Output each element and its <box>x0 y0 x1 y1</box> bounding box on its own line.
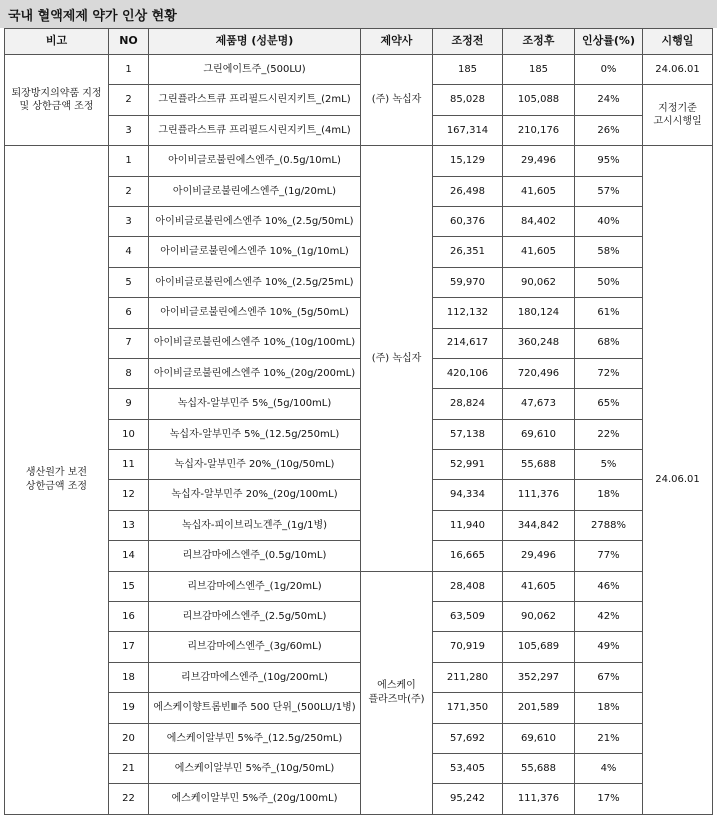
row-product: 아이비글로불린에스엔주 10%_(20g/200mL) <box>149 358 361 388</box>
row-rate: 49% <box>575 632 643 662</box>
row-no: 5 <box>109 267 149 297</box>
row-product: 그린에이트주_(500LU) <box>149 55 361 85</box>
row-rate: 46% <box>575 571 643 601</box>
row-after: 720,496 <box>503 358 575 388</box>
row-product: 아이비글로불린에스엔주_(0.5g/10mL) <box>149 146 361 176</box>
group2-maker-b <box>361 571 433 814</box>
row-rate: 40% <box>575 206 643 236</box>
row-before: 112,132 <box>433 298 503 328</box>
header-no: NO <box>109 29 149 55</box>
table-row <box>5 602 713 632</box>
table-row <box>5 146 713 176</box>
row-product: 아이비글로불린에스엔주 10%_(2.5g/25mL) <box>149 267 361 297</box>
group2-note-line2: 상한금액 조정 <box>25 480 88 492</box>
row-before: 171,350 <box>433 693 503 723</box>
row-after: 185 <box>503 55 575 85</box>
group1-date-rest-line2: 고시시행일 <box>653 116 702 128</box>
group2-maker-b-line1: 에스케이 <box>377 680 416 692</box>
group1-date-rest-line1: 지정기준 <box>658 102 697 114</box>
row-after: 111,376 <box>503 480 575 510</box>
row-rate: 72% <box>575 358 643 388</box>
row-no: 19 <box>109 693 149 723</box>
row-after: 69,610 <box>503 419 575 449</box>
group1-note-line2: 및 상한금액 조정 <box>19 101 94 113</box>
row-after: 180,124 <box>503 298 575 328</box>
table-row <box>5 723 713 753</box>
table-row <box>5 662 713 692</box>
row-no: 15 <box>109 571 149 601</box>
row-after: 29,496 <box>503 541 575 571</box>
row-no: 8 <box>109 358 149 388</box>
table-row <box>5 450 713 480</box>
table-body <box>5 55 713 815</box>
row-product: 리브감마에스엔주_(3g/60mL) <box>149 632 361 662</box>
table-row <box>5 541 713 571</box>
row-rate: 4% <box>575 753 643 783</box>
row-product: 에스케이알부민 5%주_(12.5g/250mL) <box>149 723 361 753</box>
row-product: 녹십자-알부민주 20%_(10g/50mL) <box>149 450 361 480</box>
group2-date: 24.06.01 <box>643 146 713 815</box>
row-after: 55,688 <box>503 450 575 480</box>
row-after: 69,610 <box>503 723 575 753</box>
table-row <box>5 419 713 449</box>
row-product: 녹십자-알부민주 5%_(12.5g/250mL) <box>149 419 361 449</box>
row-product: 아이비글로불린에스엔주 10%_(10g/100mL) <box>149 328 361 358</box>
row-product: 리브감마에스엔주_(0.5g/10mL) <box>149 541 361 571</box>
row-before: 59,970 <box>433 267 503 297</box>
row-product: 에스케이향트롬빈Ⅲ주 500 단위_(500LU/1병) <box>149 693 361 723</box>
header-before: 조정전 <box>433 29 503 55</box>
row-after: 84,402 <box>503 206 575 236</box>
row-before: 11,940 <box>433 510 503 540</box>
row-product: 에스케이알부민 5%주_(10g/50mL) <box>149 753 361 783</box>
row-product: 녹십자-피이브리노겐주_(1g/1병) <box>149 510 361 540</box>
table-row <box>5 267 713 297</box>
row-after: 201,589 <box>503 693 575 723</box>
table-row <box>5 480 713 510</box>
row-no: 10 <box>109 419 149 449</box>
row-no: 13 <box>109 510 149 540</box>
row-no: 7 <box>109 328 149 358</box>
table-row <box>5 632 713 662</box>
row-rate: 2788% <box>575 510 643 540</box>
row-rate: 42% <box>575 602 643 632</box>
row-rate: 0% <box>575 55 643 85</box>
table-row <box>5 85 713 115</box>
row-rate: 67% <box>575 662 643 692</box>
table-row <box>5 693 713 723</box>
row-before: 185 <box>433 55 503 85</box>
table-row <box>5 115 713 145</box>
row-rate: 26% <box>575 115 643 145</box>
header-date: 시행일 <box>643 29 713 55</box>
row-after: 360,248 <box>503 328 575 358</box>
table-row <box>5 784 713 814</box>
table-row <box>5 55 713 85</box>
row-product: 녹십자-알부민주 20%_(20g/100mL) <box>149 480 361 510</box>
row-no: 18 <box>109 662 149 692</box>
group1-note <box>5 55 109 146</box>
row-after: 344,842 <box>503 510 575 540</box>
table-row <box>5 389 713 419</box>
row-after: 55,688 <box>503 753 575 783</box>
row-rate: 22% <box>575 419 643 449</box>
row-rate: 57% <box>575 176 643 206</box>
row-product: 에스케이알부민 5%주_(20g/100mL) <box>149 784 361 814</box>
row-rate: 61% <box>575 298 643 328</box>
row-before: 52,991 <box>433 450 503 480</box>
row-rate: 17% <box>575 784 643 814</box>
row-rate: 77% <box>575 541 643 571</box>
table-row <box>5 298 713 328</box>
row-after: 210,176 <box>503 115 575 145</box>
row-rate: 58% <box>575 237 643 267</box>
row-before: 211,280 <box>433 662 503 692</box>
table-row <box>5 206 713 236</box>
row-product: 리브감마에스엔주_(10g/200mL) <box>149 662 361 692</box>
row-after: 41,605 <box>503 176 575 206</box>
row-no: 17 <box>109 632 149 662</box>
row-product: 아이비글로불린에스엔주 10%_(1g/10mL) <box>149 237 361 267</box>
row-before: 94,334 <box>433 480 503 510</box>
row-rate: 65% <box>575 389 643 419</box>
row-product: 녹십자-알부민주 5%_(5g/100mL) <box>149 389 361 419</box>
row-no: 2 <box>109 176 149 206</box>
group1-date-rest <box>643 85 713 146</box>
row-after: 352,297 <box>503 662 575 692</box>
row-after: 47,673 <box>503 389 575 419</box>
row-product: 아이비글로불린에스엔주_(1g/20mL) <box>149 176 361 206</box>
row-before: 214,617 <box>433 328 503 358</box>
row-rate: 95% <box>575 146 643 176</box>
row-no: 16 <box>109 602 149 632</box>
row-after: 111,376 <box>503 784 575 814</box>
row-no: 3 <box>109 206 149 236</box>
table-title: 국내 혈액제제 약가 인상 현황 <box>0 0 717 28</box>
group1-date: 24.06.01 <box>643 55 713 85</box>
group2-maker-b-line2: 플라즈마(주) <box>368 693 425 705</box>
group2-note-line1: 생산원가 보전 <box>25 467 88 479</box>
group2-maker-a: (주) 녹십자 <box>361 146 433 571</box>
row-no: 1 <box>109 146 149 176</box>
row-rate: 18% <box>575 480 643 510</box>
row-no: 3 <box>109 115 149 145</box>
row-before: 26,351 <box>433 237 503 267</box>
row-no: 4 <box>109 237 149 267</box>
row-rate: 24% <box>575 85 643 115</box>
row-before: 26,498 <box>433 176 503 206</box>
table-row <box>5 358 713 388</box>
row-after: 29,496 <box>503 146 575 176</box>
row-product: 아이비글로불린에스엔주 10%_(5g/50mL) <box>149 298 361 328</box>
row-before: 60,376 <box>433 206 503 236</box>
row-before: 28,408 <box>433 571 503 601</box>
row-before: 95,242 <box>433 784 503 814</box>
row-no: 14 <box>109 541 149 571</box>
group2-note <box>5 146 109 815</box>
row-before: 53,405 <box>433 753 503 783</box>
row-before: 70,919 <box>433 632 503 662</box>
row-before: 57,692 <box>433 723 503 753</box>
row-no: 20 <box>109 723 149 753</box>
row-no: 6 <box>109 298 149 328</box>
row-no: 12 <box>109 480 149 510</box>
row-rate: 21% <box>575 723 643 753</box>
row-before: 28,824 <box>433 389 503 419</box>
table-row <box>5 328 713 358</box>
price-table <box>4 28 713 815</box>
row-product: 리브감마에스엔주_(1g/20mL) <box>149 571 361 601</box>
row-after: 41,605 <box>503 571 575 601</box>
group1-maker: (주) 녹십자 <box>361 55 433 146</box>
header-rate: 인상률(%) <box>575 29 643 55</box>
table-row <box>5 753 713 783</box>
row-no: 21 <box>109 753 149 783</box>
table-row <box>5 176 713 206</box>
row-before: 57,138 <box>433 419 503 449</box>
row-product: 그린플라스트큐 프리필드시린지키트_(2mL) <box>149 85 361 115</box>
row-rate: 18% <box>575 693 643 723</box>
row-before: 85,028 <box>433 85 503 115</box>
header-product: 제품명 (성분명) <box>149 29 361 55</box>
row-before: 420,106 <box>433 358 503 388</box>
row-no: 1 <box>109 55 149 85</box>
row-rate: 5% <box>575 450 643 480</box>
group1-note-line1: 퇴장방지의약품 지정 <box>11 87 102 99</box>
row-product: 그린플라스트큐 프리필드시린지키트_(4mL) <box>149 115 361 145</box>
row-before: 63,509 <box>433 602 503 632</box>
table-row <box>5 571 713 601</box>
row-product: 아이비글로불린에스엔주 10%_(2.5g/50mL) <box>149 206 361 236</box>
row-no: 2 <box>109 85 149 115</box>
row-no: 22 <box>109 784 149 814</box>
row-rate: 50% <box>575 267 643 297</box>
header-after: 조정후 <box>503 29 575 55</box>
row-after: 90,062 <box>503 602 575 632</box>
header-note: 비고 <box>5 29 109 55</box>
row-rate: 68% <box>575 328 643 358</box>
row-no: 11 <box>109 450 149 480</box>
row-before: 16,665 <box>433 541 503 571</box>
row-after: 41,605 <box>503 237 575 267</box>
table-row <box>5 237 713 267</box>
row-product: 리브감마에스엔주_(2.5g/50mL) <box>149 602 361 632</box>
table-row <box>5 510 713 540</box>
row-after: 90,062 <box>503 267 575 297</box>
row-after: 105,689 <box>503 632 575 662</box>
row-before: 167,314 <box>433 115 503 145</box>
row-before: 15,129 <box>433 146 503 176</box>
header-maker: 제약사 <box>361 29 433 55</box>
header-row <box>5 29 713 55</box>
row-no: 9 <box>109 389 149 419</box>
row-after: 105,088 <box>503 85 575 115</box>
